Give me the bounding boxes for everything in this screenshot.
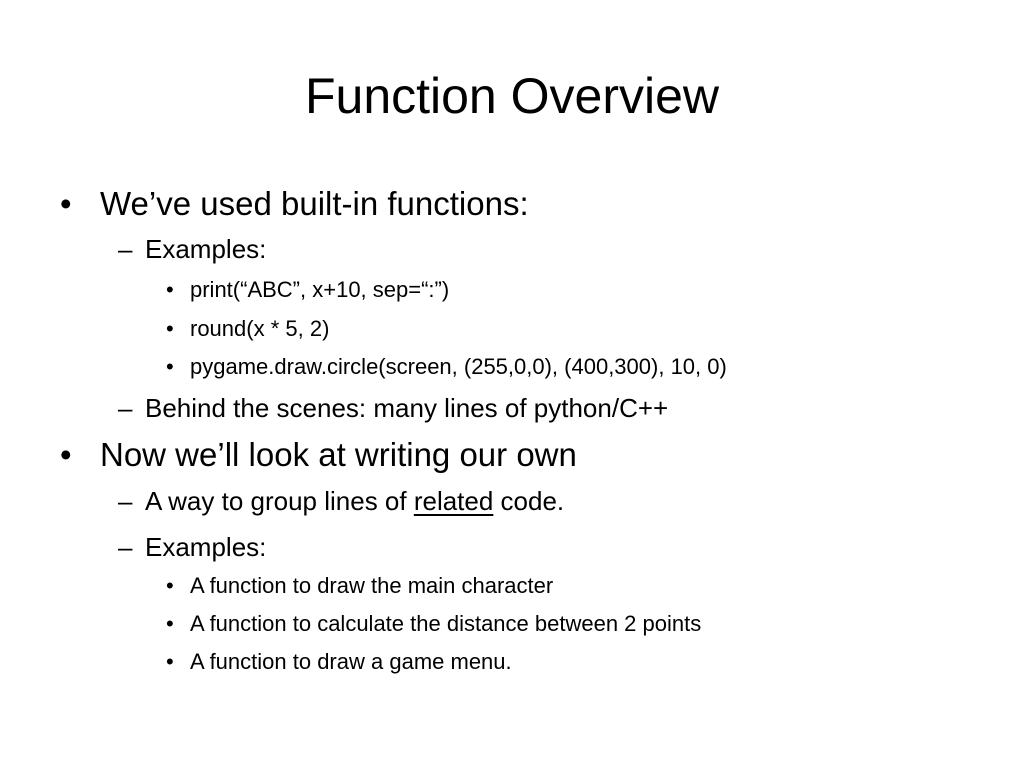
bullet-marker: • — [166, 316, 174, 341]
bullet-text: We’ve used built-in functions: — [100, 185, 529, 222]
slide-title: Function Overview — [304, 68, 720, 124]
bullet-marker: • — [166, 573, 174, 598]
dash-marker: – — [118, 234, 133, 264]
dash-marker: – — [118, 532, 133, 562]
bullet-marker: • — [166, 354, 174, 379]
bullet-text: print(“ABC”, x+10, sep=“:”) — [190, 277, 450, 302]
bullet-marker: • — [60, 185, 72, 222]
dash-marker: – — [118, 393, 133, 423]
bullet-marker: • — [166, 277, 174, 302]
dash-marker: – — [118, 486, 133, 516]
bullet-text — [145, 485, 564, 517]
bullet-text: round(x * 5, 2) — [190, 316, 330, 341]
bullet-text: A function to draw the main character — [190, 573, 554, 598]
bullet-text-after: code. — [493, 486, 565, 516]
bullet-text: Now we’ll look at writing our own — [100, 436, 577, 473]
bullet-text: A function to draw a game menu. — [190, 649, 512, 674]
bullet-marker: • — [166, 611, 174, 636]
underlined-word: related — [413, 486, 494, 516]
bullet-text: A function to calculate the distance between 2 points — [190, 611, 702, 636]
bullet-text: Examples: — [145, 532, 267, 562]
bullet-text-before: A way to group lines of — [145, 486, 414, 516]
bullet-marker: • — [60, 436, 72, 473]
bullet-marker: • — [166, 649, 174, 674]
bullet-text: Behind the scenes: many lines of python/C++ — [145, 393, 669, 423]
bullet-text: pygame.draw.circle(screen, (255,0,0), (400,300), 10, 0) — [190, 354, 727, 379]
bullet-text: Examples: — [145, 234, 267, 264]
